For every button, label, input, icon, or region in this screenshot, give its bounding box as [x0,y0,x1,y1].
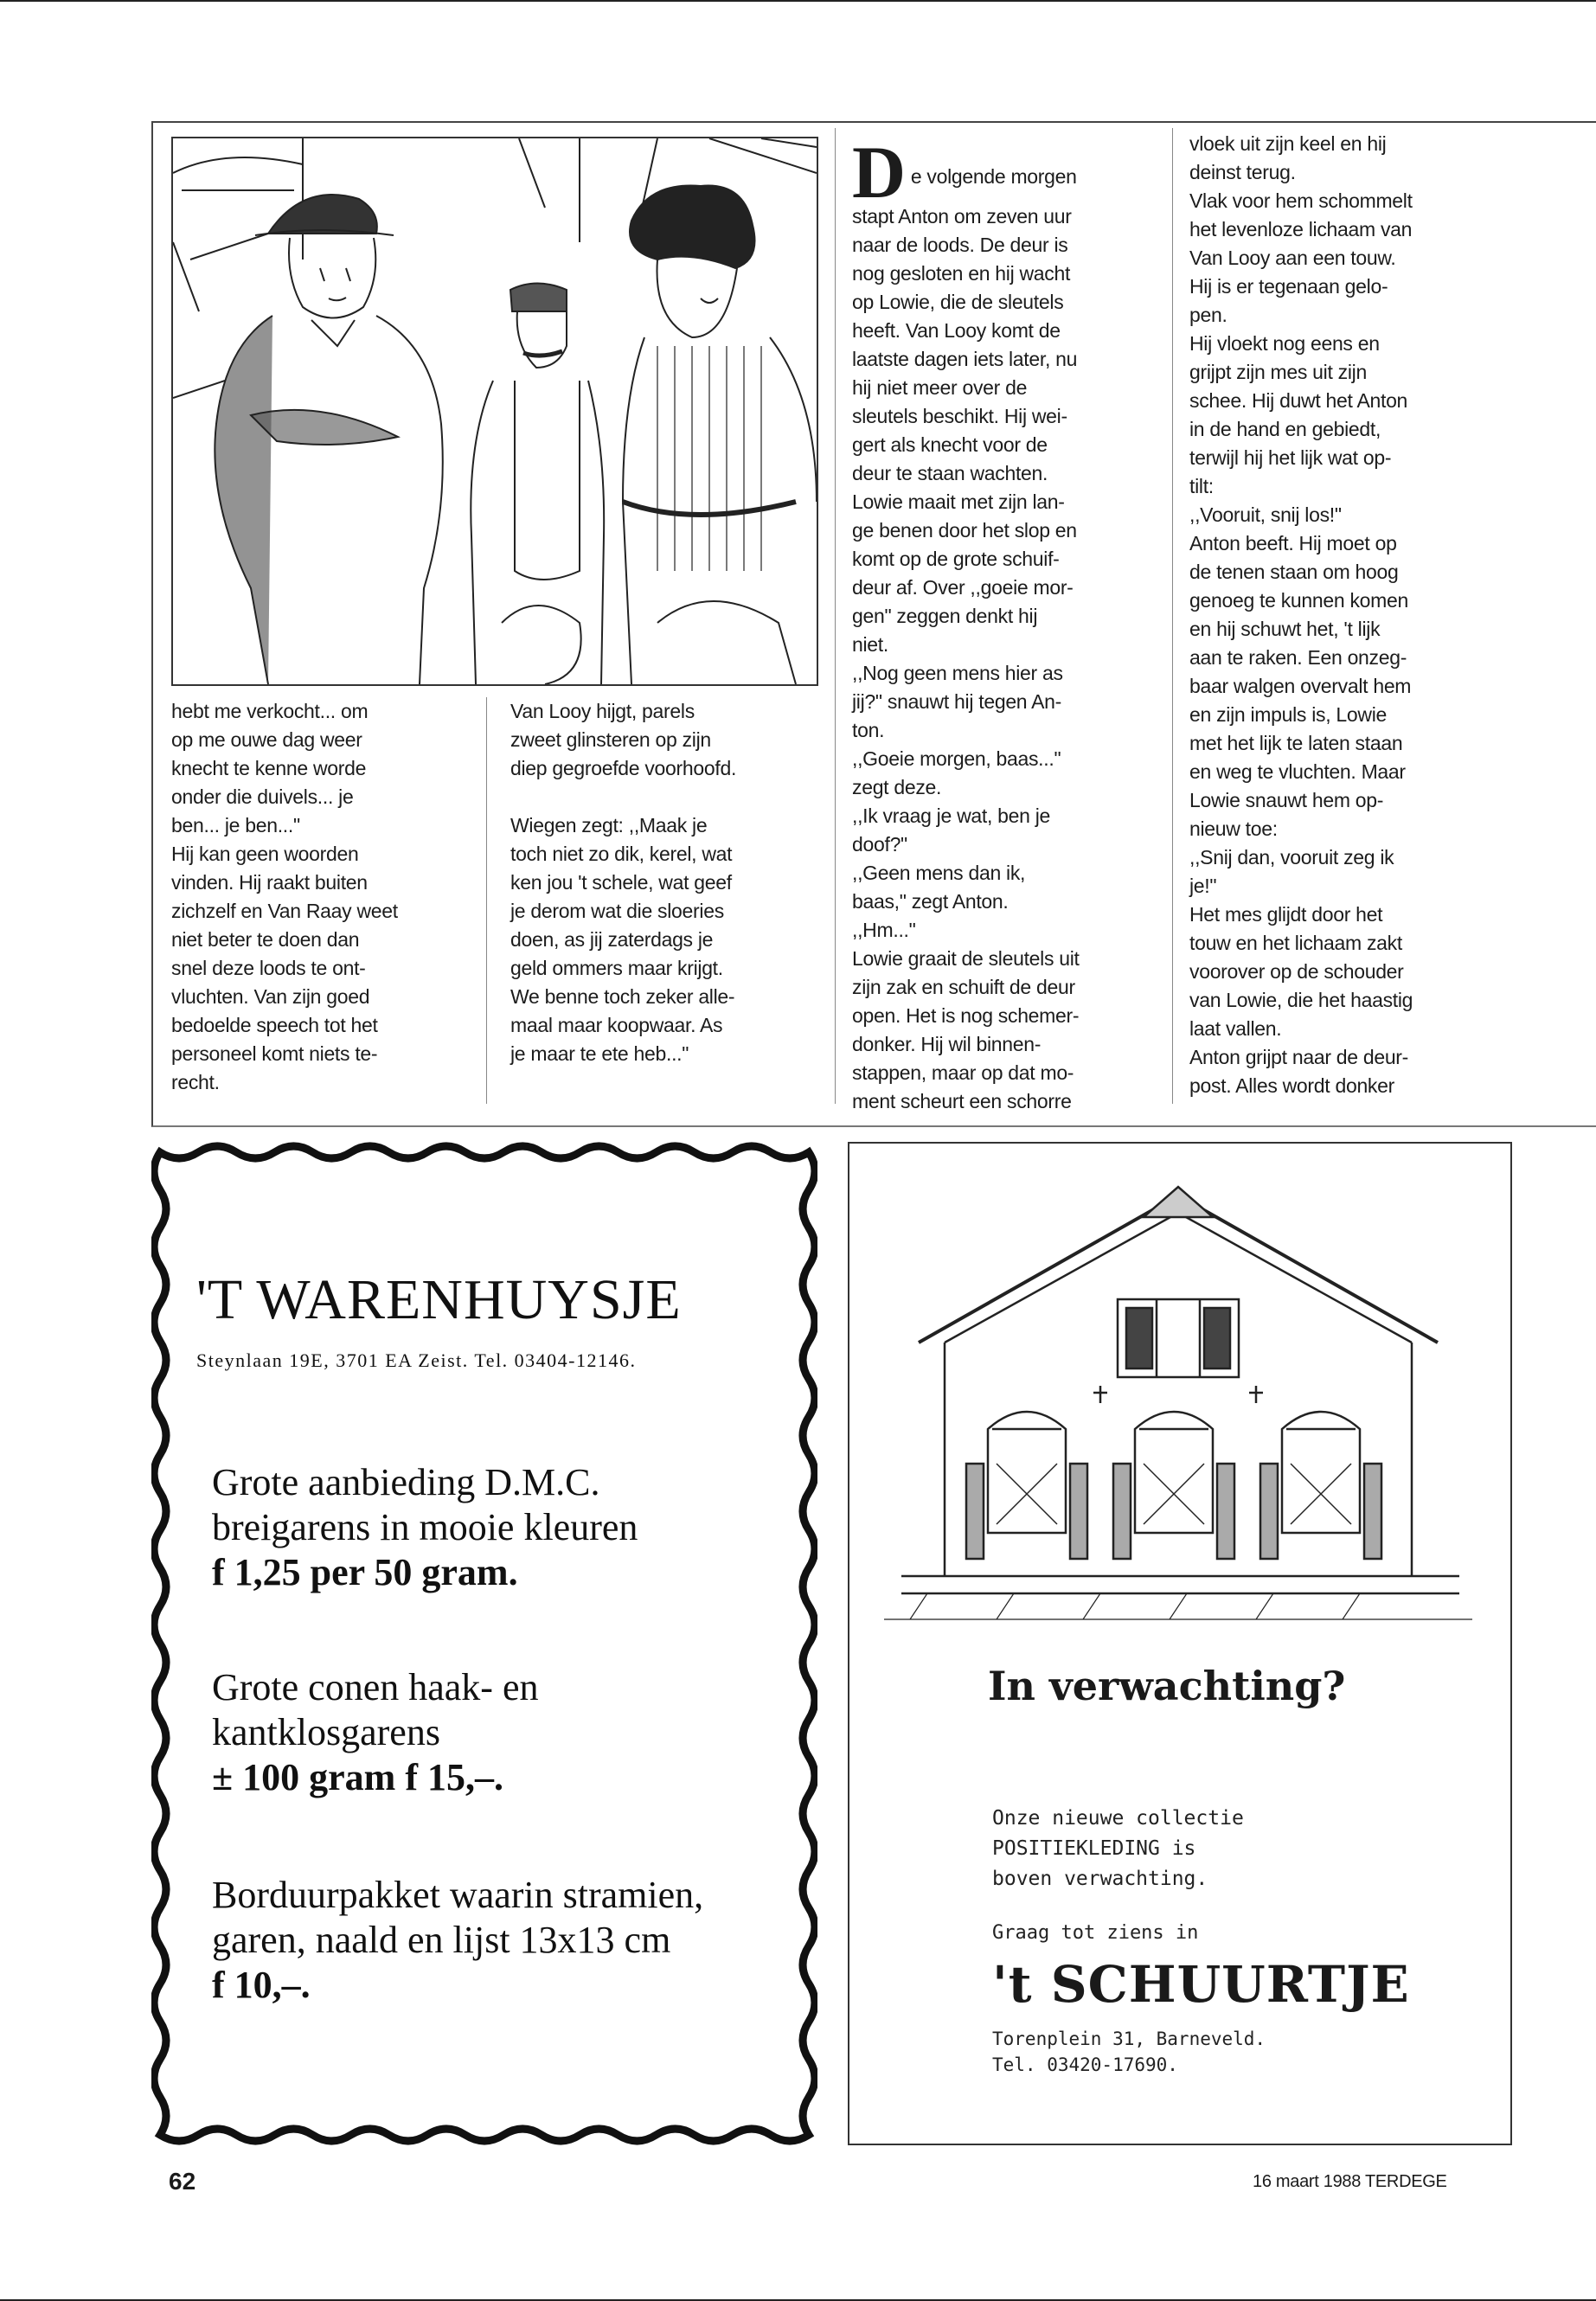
ad-body [992,1804,1244,1894]
ad-headline: In verwachting? [988,1663,1346,1709]
offer-2-price: ± 100 gram f 15,–. [212,1756,503,1798]
offer-3-line-2: garen, naald en lijst 13x13 cm [212,1919,671,1961]
offer-2 [212,1665,538,1800]
offer-3-price: f 10,–. [212,1964,311,2006]
ad-title: 'T WARENHUYSJE [196,1268,682,1331]
offer-3 [212,1873,703,2008]
story-column-4 [1189,130,1488,1100]
shop-address: Torenplein 31, Barneveld. [992,2029,1266,2049]
story-column-1 [171,697,465,1097]
offer-1 [212,1460,638,1595]
story-column-2-para-1: Van Looy hijgt, parels zweet glinsteren op zijn diep gegroefde voorhoofd. [510,700,737,779]
story-column-2-para-2: Wiegen zegt: ,,Maak je toch niet zo dik, kerel, wat ken jou 't schele, wat geef je derom wat die sloeries doen, as jij zaterdags je geld ommers maar krijgt. We benne toch zeker alle- maal maar koopwaar. As je maar te ete heb..." [510,814,735,1065]
story-column-2 [510,697,813,1068]
shop-contact [992,2026,1266,2078]
offer-2-line-2: kantklosgarens [212,1711,440,1753]
schuurtje-advertisement [848,1142,1512,2145]
page-number: 62 [169,2168,196,2195]
shop-telephone: Tel. 03420-17690. [992,2054,1178,2075]
ad-body-line-3: boven verwachting. [992,1868,1208,1890]
column-divider [1172,128,1173,1104]
offer-3-line-1: Borduurpakket waarin stramien, [212,1874,704,1916]
shop-building-drawing [884,1170,1472,1628]
offer-1-line-1: Grote aanbieding D.M.C. [212,1461,600,1503]
column-divider [835,128,836,1104]
ad-body-line-2: POSITIEKLEDING is [992,1837,1196,1860]
offer-1-line-2: breigarens in mooie kleuren [212,1506,638,1548]
three-men-drawing [173,138,817,684]
shop-name: 't SCHUURTJE [992,1955,1410,2014]
story-column-4-text: vloek uit zijn keel en hij deinst terug. Vlak voor hem schommelt het levenloze lichaam van Van Looy aan een touw. Hij is er tegenaan gelo- pen. Hij vloekt nog eens en grijpt zijn mes uit zijn schee. Hij duwt het Anton in de hand en gebiedt, terwijl hij het lijk wat op- tilt: ,,Vooruit, snij los!" Anton beeft. Hij moet op de tenen staan om hoog genoeg te kunnen komen en hij schuwt het, 't lijk aan te raken. Een onzeg- baar walgen overvalt hem en zijn impuls is, Lowie met het lijk te laten staan en weg te vluchten. Maar Lowie snauwt hem op- nieuw toe: ,,Snij dan, vooruit zeg ik je!" Het mes glijdt door het touw en het lichaam zakt voorover op de schouder van Lowie, die het haastig laat vallen. Anton grijpt naar de deur- post. Alles wordt donker [1189,132,1413,1097]
story-column-3-opening: e volgende morgen [910,165,1077,188]
offer-1-price: f 1,25 per 50 gram. [212,1551,518,1593]
story-column-3 [852,131,1146,1116]
column-divider [486,697,487,1104]
ad-body-line-1: Onze nieuwe collectie [992,1807,1244,1830]
offer-2-line-1: Grote conen haak- en [212,1666,539,1708]
warenhuysje-advertisement [151,1142,817,2145]
story-column-1-text: hebt me verkocht... om op me ouwe dag weer knecht te kenne worde onder die duivels... je ben... je ben..." Hij kan geen woorden vinden. Hij raakt buiten zichzelf en Van Raay weet niet beter te doen dan snel deze loods te ont- vluchten. Van zijn goed bedoelde speech tot het personeel komt niets te- recht. [171,700,398,1093]
ad-invite: Graag tot ziens in [992,1922,1199,1944]
drop-cap: D [852,131,906,214]
issue-line: 16 maart 1988 TERDEGE [1253,2172,1447,2191]
story-illustration [171,137,818,686]
story-column-3-text: stapt Anton om zeven uur naar de loods. De deur is nog gesloten en hij wacht op Lowie, die de sleutels heeft. Van Looy komt de laatste dagen iets later, nu hij niet meer over de sleutels beschikt. Hij wei- gert als knecht voor de deur te staan wachten. Lowie maait met zijn lan- ge benen door het slop en komt op de grote schuif- deur af. Over ,,goeie mor- gen" zeggen denkt hij niet. ,,Nog geen mens hier as jij?" snauwt hij tegen An- ton. ,,Goeie morgen, baas..." zegt deze. ,,Ik vraag je wat, ben je doof?" ,,Geen mens dan ik, baas," zegt Anton. ,,Hm..." Lowie graait de sleutels uit zijn zak en schuift de deur open. Het is nog schemer- donker. Hij wil binnen- stappen, maar op dat mo- ment scheurt een schorre [852,205,1080,1112]
ad-address: Steynlaan 19E, 3701 EA Zeist. Tel. 03404-12146. [196,1349,637,1371]
